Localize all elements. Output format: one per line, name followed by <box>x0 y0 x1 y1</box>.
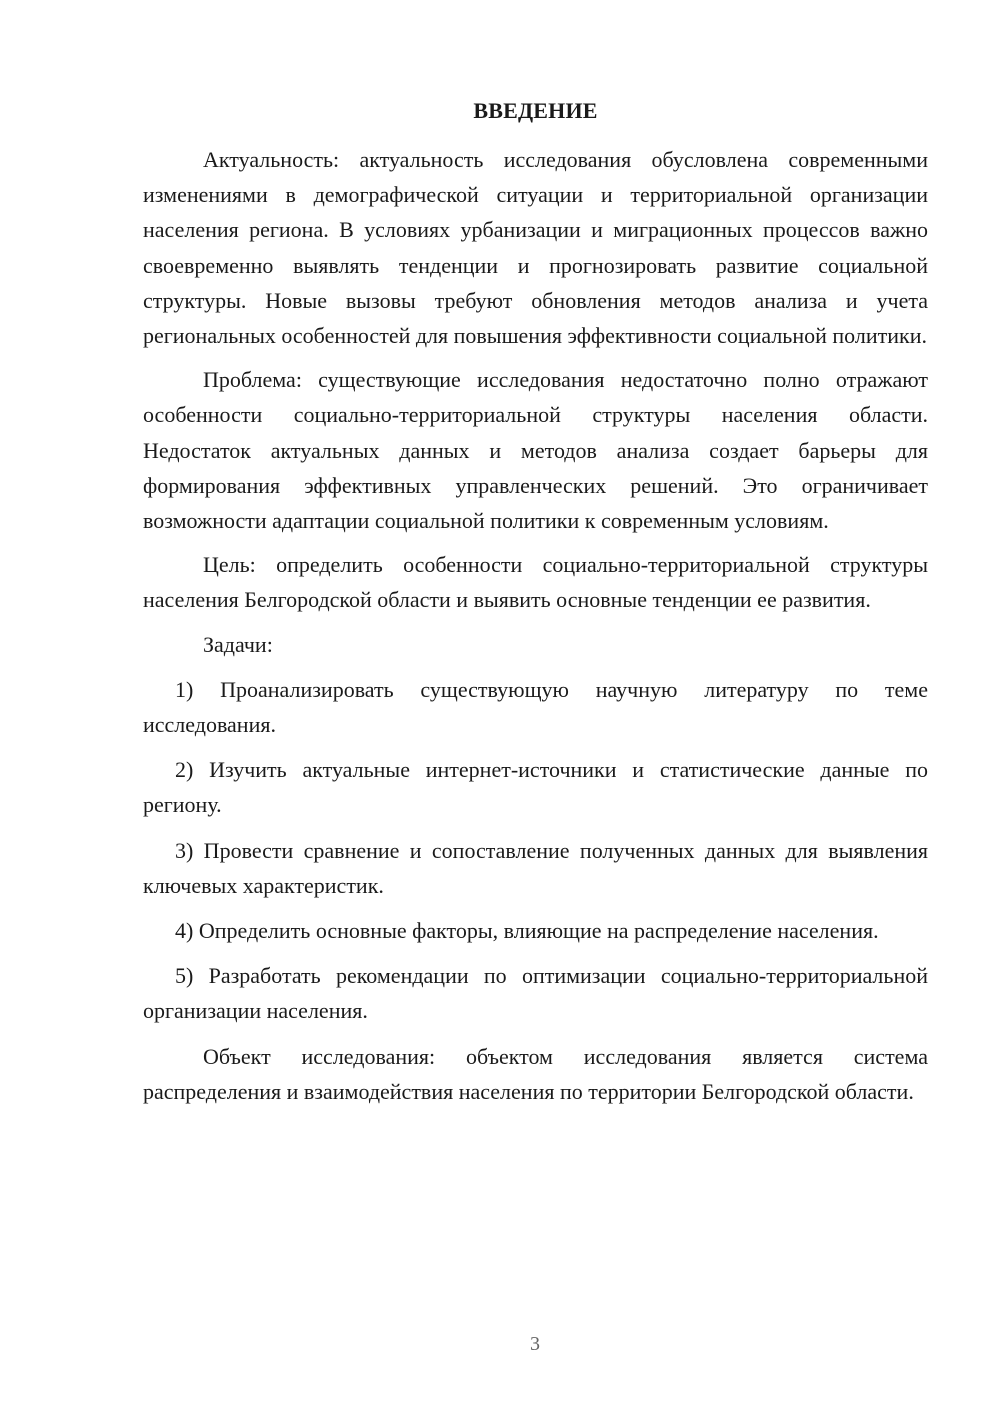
task-item-1: 1) Проанализировать существующую научную литературу по теме исследования. <box>143 676 928 738</box>
tasks-heading: Задачи: <box>203 631 273 657</box>
task-item-2: 2) Изучить актуальные интернет-источники и статистические данные по региону. <box>143 757 928 818</box>
relevance-paragraph: Актуальность: актуальность исследования обусловлена современными изменениями в демографической ситуации и территориальной организации населения региона. В условиях урбанизации и миграционных процессов важно своевременно выявлять тенденции и прогнозировать развитие социальной структуры. Новые вызовы требуют обновления методов анализа и учета региональных особенностей для повышения эффективности социальной политики. <box>143 147 928 349</box>
section-title: ВВЕДЕНИЕ <box>473 98 598 123</box>
object-paragraph: Объект исследования: объектом исследования является система распределения и взаимодействия населения по территории Белгородской области. <box>143 1043 928 1104</box>
task-item-4: 4) Определить основные факторы, влияющие на распределение населения. <box>175 918 879 944</box>
document-body <box>143 96 928 1109</box>
task-item-5: 5) Разработать рекомендации по оптимизации социально-территориальной организации населения. <box>143 963 928 1024</box>
task-item-3: 3) Провести сравнение и сопоставление полученных данных для выявления ключевых характеристик. <box>143 837 928 898</box>
problem-paragraph: Проблема: существующие исследования недостаточно полно отражают особенности социально-территориальной структуры населения области. Недостаток актуальных данных и методов анализа создает барьеры для формирования эффективных управленческих решений. Это ограничивает возможности адаптации социальной политики к современным условиям. <box>143 367 928 534</box>
page-number: 3 <box>530 1333 540 1355</box>
goal-paragraph: Цель: определить особенности социально-территориальной структуры населения Белгородской области и выявить основные тенденции ее развития. <box>143 552 928 613</box>
